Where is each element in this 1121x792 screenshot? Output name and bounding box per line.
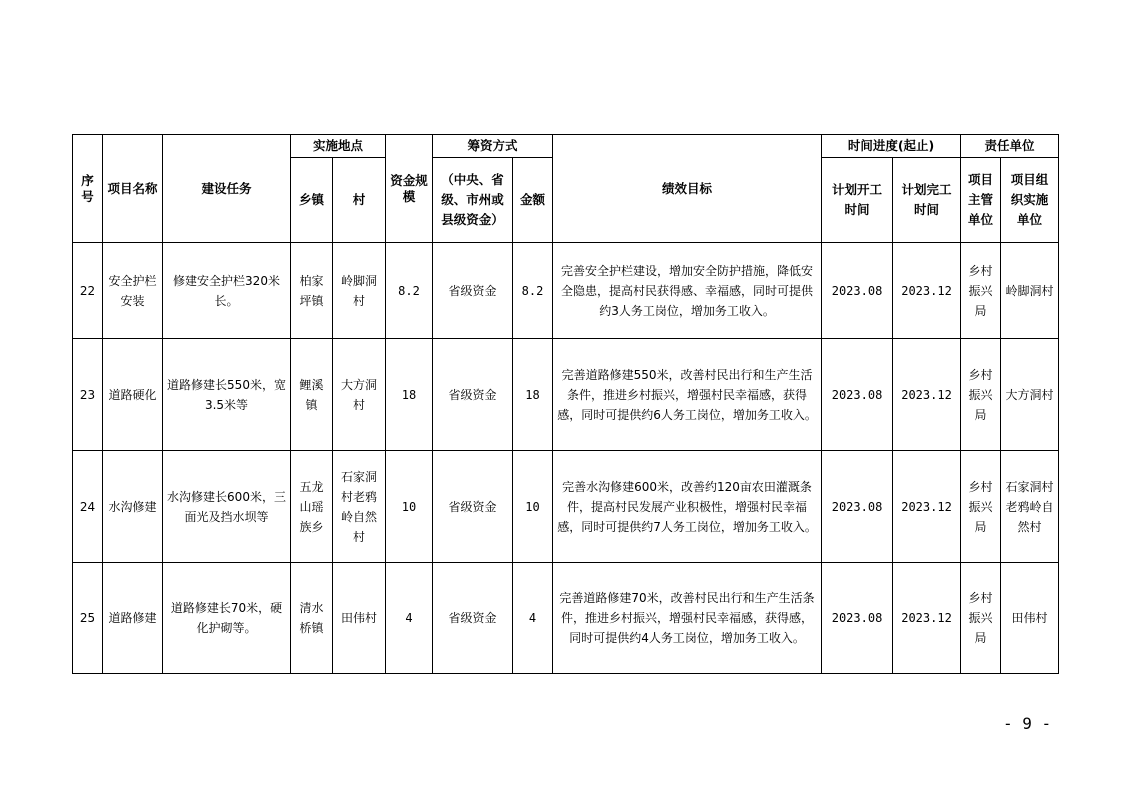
page-number: - 9 - <box>1003 714 1052 733</box>
header-amount: 金额 <box>513 158 553 243</box>
cell-implementer: 田伟村 <box>1001 563 1059 674</box>
cell-task: 道路修建长550米，宽3.5米等 <box>163 339 291 451</box>
cell-start: 2023.08 <box>822 243 893 339</box>
cell-source: 省级资金 <box>433 339 513 451</box>
header-end: 计划完工时间 <box>893 158 961 243</box>
cell-name: 水沟修建 <box>103 451 163 563</box>
cell-village: 岭脚洞村 <box>333 243 386 339</box>
cell-name: 道路硬化 <box>103 339 163 451</box>
header-village: 村 <box>333 158 386 243</box>
cell-township: 鲤溪镇 <box>291 339 333 451</box>
cell-end: 2023.12 <box>893 563 961 674</box>
cell-name: 安全护栏安装 <box>103 243 163 339</box>
header-scale: 资金规模 <box>386 135 433 243</box>
cell-start: 2023.08 <box>822 563 893 674</box>
header-task: 建设任务 <box>163 135 291 243</box>
cell-implementer: 大方洞村 <box>1001 339 1059 451</box>
cell-goal: 完善安全护栏建设，增加安全防护措施，降低安全隐患，提高村民获得感、幸福感，同时可提供约3人务工岗位，增加务工收入。 <box>553 243 822 339</box>
cell-goal: 完善道路修建70米，改善村民出行和生产生活条件，推进乡村振兴，增强村民幸福感，获得感，同时可提供约4人务工岗位，增加务工收入。 <box>553 563 822 674</box>
cell-task: 修建安全护栏320米长。 <box>163 243 291 339</box>
cell-supervisor: 乡村振兴局 <box>961 563 1001 674</box>
header-seq: 序号 <box>73 135 103 243</box>
cell-scale: 8.2 <box>386 243 433 339</box>
cell-scale: 18 <box>386 339 433 451</box>
header-start: 计划开工时间 <box>822 158 893 243</box>
header-goal: 绩效目标 <box>553 135 822 243</box>
header-schedule: 时间进度(起止) <box>822 135 961 158</box>
cell-amount: 8.2 <box>513 243 553 339</box>
cell-supervisor: 乡村振兴局 <box>961 451 1001 563</box>
cell-source: 省级资金 <box>433 451 513 563</box>
cell-supervisor: 乡村振兴局 <box>961 339 1001 451</box>
cell-township: 清水桥镇 <box>291 563 333 674</box>
table-row <box>73 339 1059 451</box>
cell-seq: 23 <box>73 339 103 451</box>
header-name: 项目名称 <box>103 135 163 243</box>
header-funding: 筹资方式 <box>433 135 553 158</box>
cell-township: 五龙山瑶族乡 <box>291 451 333 563</box>
cell-scale: 10 <box>386 451 433 563</box>
cell-seq: 25 <box>73 563 103 674</box>
table-row <box>73 563 1059 674</box>
project-table <box>72 134 1059 674</box>
cell-source: 省级资金 <box>433 243 513 339</box>
header-implementer: 项目组织实施单位 <box>1001 158 1059 243</box>
cell-amount: 18 <box>513 339 553 451</box>
header-row-top <box>73 135 1059 158</box>
cell-seq: 22 <box>73 243 103 339</box>
cell-goal: 完善道路修建550米，改善村民出行和生产生活条件，推进乡村振兴，增强村民幸福感，获得感，同时可提供约6人务工岗位，增加务工收入。 <box>553 339 822 451</box>
header-township: 乡镇 <box>291 158 333 243</box>
cell-name: 道路修建 <box>103 563 163 674</box>
cell-start: 2023.08 <box>822 339 893 451</box>
cell-township: 柏家坪镇 <box>291 243 333 339</box>
header-responsible: 责任单位 <box>961 135 1059 158</box>
cell-village: 田伟村 <box>333 563 386 674</box>
cell-amount: 10 <box>513 451 553 563</box>
cell-implementer: 石家洞村老鸦岭自然村 <box>1001 451 1059 563</box>
cell-end: 2023.12 <box>893 339 961 451</box>
cell-start: 2023.08 <box>822 451 893 563</box>
cell-end: 2023.12 <box>893 243 961 339</box>
header-supervisor: 项目主管单位 <box>961 158 1001 243</box>
cell-task: 水沟修建长600米，三面光及挡水坝等 <box>163 451 291 563</box>
cell-task: 道路修建长70米，硬化护砌等。 <box>163 563 291 674</box>
cell-supervisor: 乡村振兴局 <box>961 243 1001 339</box>
cell-goal: 完善水沟修建600米，改善约120亩农田灌溉条件，提高村民发展产业积极性，增强村民幸福感，同时可提供约7人务工岗位，增加务工收入。 <box>553 451 822 563</box>
table-row <box>73 451 1059 563</box>
header-location: 实施地点 <box>291 135 386 158</box>
cell-amount: 4 <box>513 563 553 674</box>
cell-seq: 24 <box>73 451 103 563</box>
header-source: （中央、省级、市州或县级资金） <box>433 158 513 243</box>
cell-scale: 4 <box>386 563 433 674</box>
cell-village: 大方洞村 <box>333 339 386 451</box>
cell-source: 省级资金 <box>433 563 513 674</box>
cell-village: 石家洞村老鸦岭自然村 <box>333 451 386 563</box>
cell-end: 2023.12 <box>893 451 961 563</box>
table-row <box>73 243 1059 339</box>
cell-implementer: 岭脚洞村 <box>1001 243 1059 339</box>
